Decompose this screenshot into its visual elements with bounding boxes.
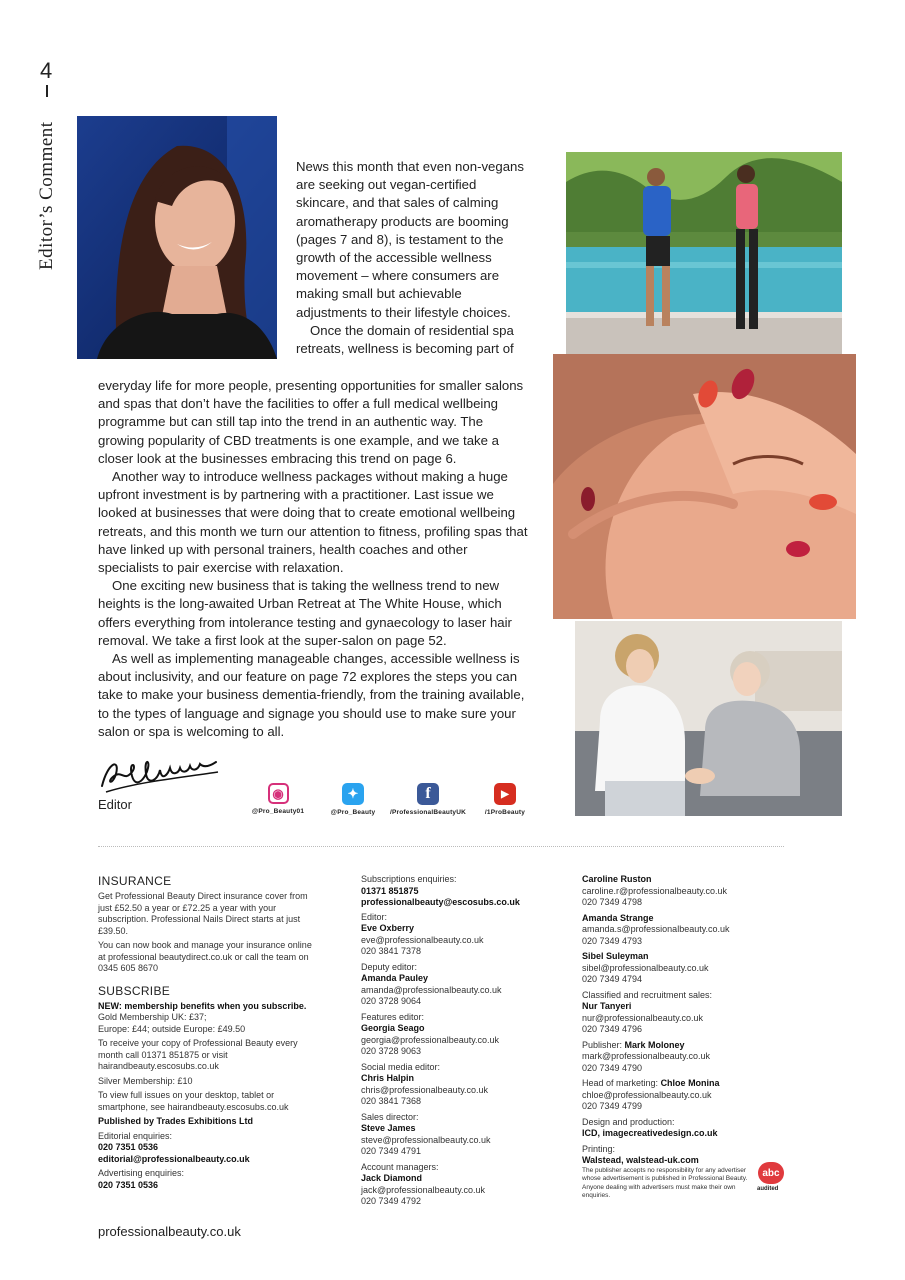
classified-label: Classified and recruitment sales: [582, 989, 713, 1000]
contact-phone: 020 7349 4793 [582, 935, 643, 946]
publisher-name: Mark Moloney [624, 1039, 685, 1050]
social-handle[interactable]: @Pro_Beauty [330, 809, 376, 816]
disclaimer: The publisher accepts no responsibility for any advertiser whose advertisement is published in Professional Beauty. Anyone dealing with advertisers must make their own enquiries. [582, 1166, 748, 1199]
contact-name: Amanda Pauley [361, 973, 429, 983]
intro-paragraph: Once the domain of residential spa retreats, wellness is becoming part of [296, 322, 514, 357]
contact-name: Caroline Ruston [582, 874, 652, 884]
contact-email[interactable]: caroline.r@professionalbeauty.co.uk [582, 885, 728, 896]
hom-label: Head of marketing: [582, 1078, 659, 1088]
social-youtube[interactable] [455, 783, 555, 816]
contact-block [582, 874, 752, 909]
hom-name: Chloe Monina [660, 1078, 720, 1088]
contact-name: Sibel Suleyman [582, 951, 649, 961]
audited-label: audited [757, 1186, 779, 1192]
body-paragraph: As well as implementing manageable changes, accessible wellness is about inclusivity, and our feature on page 72 explores the steps you can take to make your business dementia-friendly, from the training available, to the types of language and signage you should use to make sure your salon or spa is welcoming to all. [98, 651, 525, 739]
advertising-phone: 020 7351 0536 [98, 1179, 159, 1190]
subscribe-heading: SUBSCRIBE [98, 983, 171, 998]
contact-email[interactable]: steve@professionalbeauty.co.uk [361, 1134, 491, 1145]
insurance-text: Get Professional Beauty Direct insurance cover from just £52.50 a year or £72.25 a year with your subscription. Professional Nails Direct starts at just £39.50. [98, 891, 308, 936]
contact-block [361, 1162, 551, 1208]
intro-paragraph: News this month that even non-vegans are seeking out vegan-certified skincare, and that sales of calming aromatherapy products are booming (pages 7 and 8), is testament to the growth of the accessible wellness movement – where consumers are making small but achievable adjustments to their lifestyle choices. [296, 159, 524, 320]
editor-portrait [77, 116, 277, 359]
contact-role: Sales director: [361, 1111, 419, 1122]
contact-phone: 020 7349 4791 [361, 1146, 422, 1156]
insurance-heading: INSURANCE [98, 874, 172, 888]
hom-phone: 020 7349 4799 [582, 1101, 643, 1111]
contact-role: Features editor: [361, 1011, 425, 1022]
youtube-icon[interactable]: ▶ [494, 783, 516, 805]
fitness-photo [566, 152, 842, 354]
subscribe-new: NEW: membership benefits when you subscribe. [98, 1000, 307, 1011]
design-value: ICD, imagecreativedesign.co.uk [582, 1128, 718, 1138]
contact-email[interactable]: eve@professionalbeauty.co.uk [361, 934, 484, 945]
receive-copy: To receive your copy of Professional Beauty every month call 01371 851875 or visit hairandbeauty.escosubs.co.uk [98, 1038, 298, 1071]
footer-divider [98, 846, 784, 847]
gold-membership-2: Europe: £44; outside Europe: £49.50 [98, 1023, 246, 1034]
contact-email[interactable]: sibel@professionalbeauty.co.uk [582, 962, 709, 973]
social-handle[interactable]: /1ProBeauty [484, 809, 526, 816]
carer-photo [575, 621, 842, 816]
publisher-email[interactable]: mark@professionalbeauty.co.uk [582, 1051, 711, 1061]
contact-phone: 020 7349 4794 [582, 974, 643, 984]
contact-role: Editor: [361, 911, 388, 922]
subs-phone: 01371 851875 [361, 885, 419, 896]
gold-membership: Gold Membership UK: £37; [98, 1012, 207, 1022]
contact-name: Eve Oxberry [361, 923, 415, 933]
twitter-icon[interactable]: ✦ [342, 783, 364, 805]
nur-phone: 020 7349 4796 [582, 1024, 643, 1034]
body-paragraph: Another way to introduce wellness packages without making a huge upfront investment is by partnering with a practitioner. Last issue we looked at businesses that were doing that to create emotional wellbeing retreats, and this month we turn our attention to fitness, profiling spas that have linked up with personal trainers, health coaches and other specialists to pair exercise with relaxation. [98, 469, 528, 576]
printing-value: Walstead, walstead-uk.com [582, 1155, 699, 1165]
contact-phone: 020 3728 9063 [361, 1046, 422, 1056]
insurance-text-2: You can now book and manage your insurance online at professional beautydirect.co.uk or call the team on 0345 605 8670 [98, 940, 312, 973]
contact-phone: 020 3728 9064 [361, 996, 422, 1006]
contact-block [361, 1012, 551, 1058]
contact-name: Steve James [361, 1123, 416, 1133]
editor-signature [98, 752, 223, 796]
contact-name: Chris Halpin [361, 1073, 415, 1083]
contact-phone: 020 7349 4798 [582, 897, 643, 907]
subs-label: Subscriptions enquiries: [361, 874, 457, 884]
social-handle[interactable]: @Pro_Beauty01 [251, 808, 305, 815]
contact-role: Deputy editor: [361, 961, 418, 972]
contact-role: Account managers: [361, 1161, 439, 1172]
contact-name: Amanda Strange [582, 912, 654, 923]
body-paragraph: One exciting new business that is taking the wellness trend to new heights is the long-awaited Urban Retreat at The White House, which offers everything from intolerance testing and gynaecology to laser hair removal. We take a first look at the super-salon on page 52. [98, 578, 512, 648]
publisher-label: Publisher: [582, 1039, 623, 1050]
nur-name: Nur Tanyeri [582, 1001, 632, 1011]
contact-email[interactable]: amanda@professionalbeauty.co.uk [361, 984, 502, 995]
social-handle[interactable]: /ProfessionalBeautyUK [389, 809, 467, 816]
subs-email[interactable]: professionalbeauty@escosubs.co.uk [361, 897, 520, 907]
advertising-label: Advertising enquiries: [98, 1168, 185, 1178]
nails-photo [553, 354, 856, 619]
body-paragraph: everyday life for more people, presenting opportunities for smaller salons and spas that don’t have the facilities to offer a full medical wellbeing programme but can still tap into the trend in an authentic way. The growing popularity of CBD treatments is one example, and we take a closer look at the businesses embracing this trend on page 6. [98, 378, 524, 466]
masthead-col-2 [361, 874, 551, 1208]
publisher-line [582, 1040, 752, 1052]
hom-line [582, 1078, 752, 1090]
contact-email[interactable]: amanda.s@professionalbeauty.co.uk [582, 924, 730, 934]
contact-email[interactable]: jack@professionalbeauty.co.uk [361, 1184, 486, 1195]
design-label: Design and production: [582, 1116, 675, 1127]
contact-email[interactable]: georgia@professionalbeauty.co.uk [361, 1034, 500, 1045]
article-intro [296, 158, 526, 358]
view-issues: To view full issues on your desktop, tablet or smartphone, see hairandbeauty.escosubs.co.uk [98, 1090, 289, 1112]
masthead-col-3 [582, 874, 752, 1201]
article-body [98, 377, 528, 741]
printing-label: Printing: [582, 1143, 616, 1154]
contact-role: Social media editor: [361, 1061, 441, 1072]
editor-label: Editor [98, 797, 132, 812]
instagram-icon[interactable]: ◉ [268, 783, 289, 804]
silver-membership: Silver Membership: £10 [98, 1075, 193, 1086]
masthead-col-1 [98, 874, 318, 1191]
hom-email[interactable]: chloe@professionalbeauty.co.uk [582, 1089, 712, 1100]
contact-block [361, 912, 551, 958]
contact-phone: 020 3841 7378 [361, 946, 422, 956]
editorial-label: Editorial enquiries: [98, 1130, 173, 1141]
contact-name: Georgia Seago [361, 1023, 425, 1033]
contact-email[interactable]: chris@professionalbeauty.co.uk [361, 1084, 489, 1095]
contact-phone: 020 7349 4792 [361, 1196, 422, 1206]
contact-name: Jack Diamond [361, 1173, 423, 1183]
page-number: 4 [40, 58, 53, 83]
contact-block [361, 1062, 551, 1108]
contact-phone: 020 3841 7368 [361, 1096, 422, 1106]
publisher-phone: 020 7349 4790 [582, 1062, 643, 1073]
published-by: Published by Trades Exhibitions Ltd [98, 1116, 254, 1126]
abc-logo: abc [758, 1162, 784, 1184]
contact-block [582, 951, 752, 986]
contact-block [582, 913, 752, 948]
editorial-phone: 020 7351 0536 [98, 1142, 159, 1152]
contact-block [361, 1112, 551, 1158]
facebook-icon[interactable]: f [417, 783, 439, 805]
section-title: Editor’s Comment [36, 121, 57, 270]
contact-block [361, 962, 551, 1008]
editorial-email[interactable]: editorial@professionalbeauty.co.uk [98, 1153, 250, 1164]
footer-url[interactable]: professionalbeauty.co.uk [98, 1224, 241, 1239]
nur-email[interactable]: nur@professionalbeauty.co.uk [582, 1012, 704, 1023]
